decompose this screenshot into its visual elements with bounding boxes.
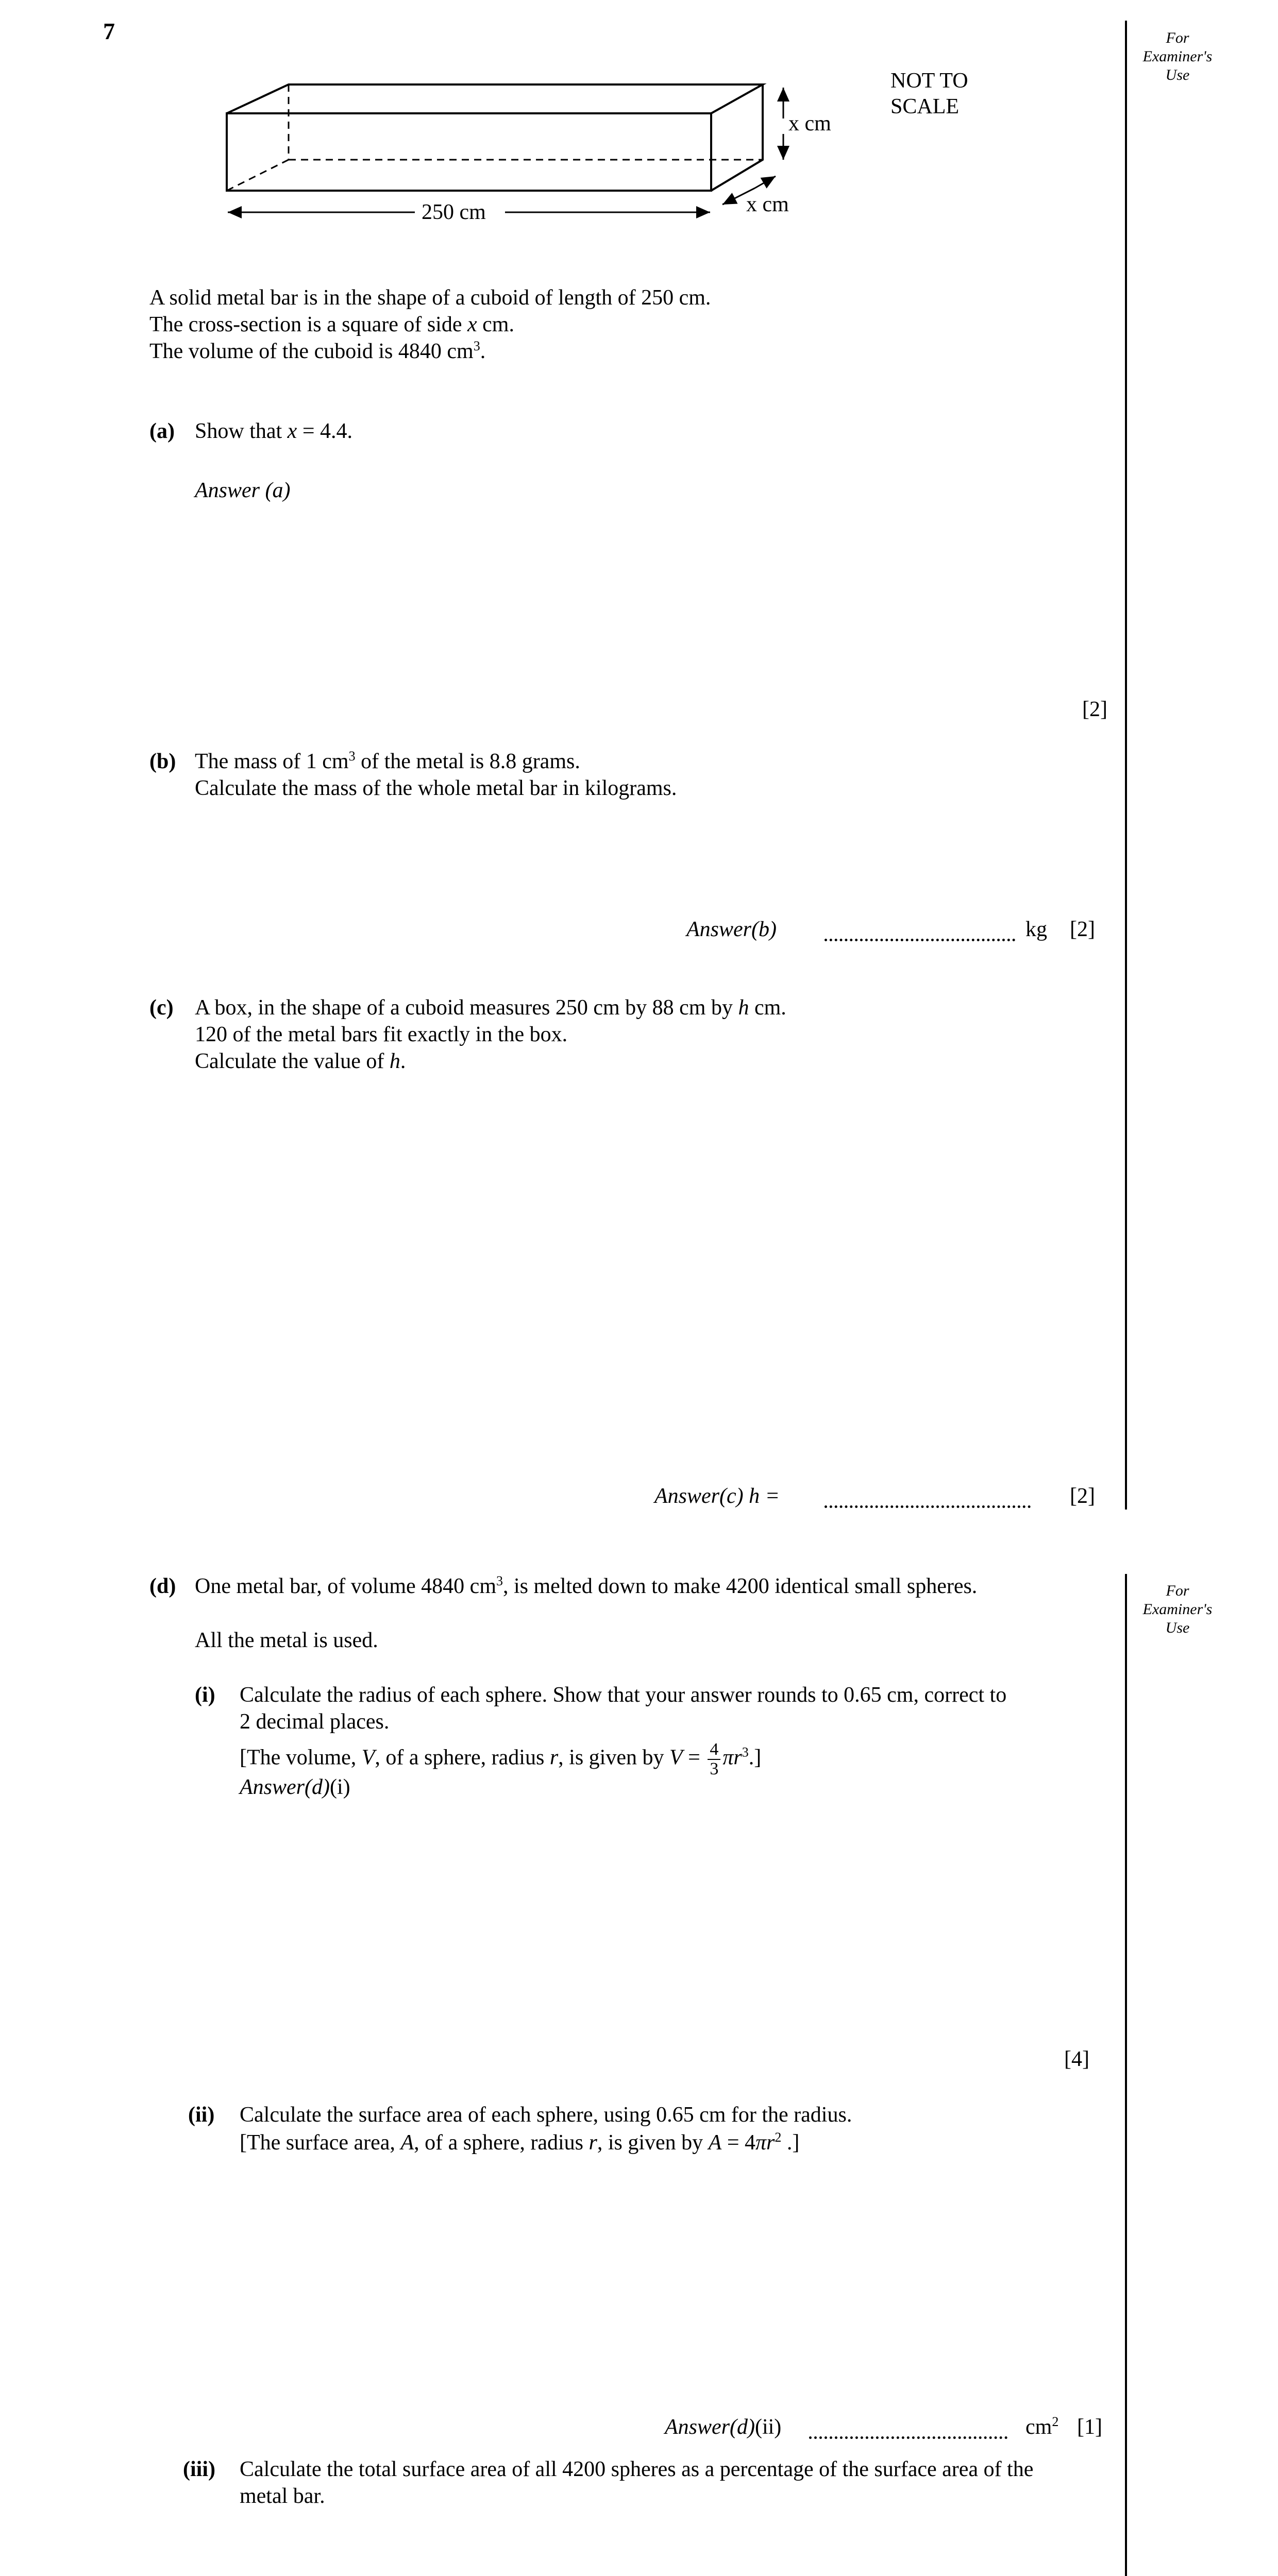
part-d-i-line-1: Calculate the radius of each sphere. Show that your answer rounds to 0.65 cm, correct to <box>240 1683 1007 1707</box>
part-b-answer-label: Answer(b) <box>686 918 777 941</box>
diagram-label-length: 250 cm <box>422 200 486 224</box>
part-d-label: (d) <box>149 1574 176 1598</box>
intro-line-3: The volume of the cuboid is 4840 $cm^3$. <box>149 338 486 363</box>
intro-line-1: A solid metal bar is in the shape of a cuboid of length of 250 cm. <box>149 286 711 310</box>
examiner-margin-line-top <box>1125 21 1127 1510</box>
part-c-line-2: 120 of the metal bars fit exactly in the box. <box>195 1023 568 1046</box>
part-d-ii-formula: [The surface area, A, of a sphere, radius r, is given by $A = 4\pi r^2$ .] <box>240 2130 800 2155</box>
part-c-answer-label: Answer(c) h = <box>654 1484 780 1508</box>
part-d-ii-line-1: Calculate the surface area of each sphere, using 0.65 cm for the radius. <box>240 2103 852 2127</box>
part-c-answer-field[interactable] <box>825 1505 1031 1508</box>
part-d-ii-marks: [1] <box>1077 2415 1102 2439</box>
depth-arrow-b <box>755 176 776 188</box>
examiner-margin-line-bottom <box>1125 1574 1127 2576</box>
part-d-line-2: All the metal is used. <box>195 1629 378 1652</box>
page-number: 7 <box>103 18 115 44</box>
diagram-label-depth: x cm <box>746 193 789 216</box>
part-b-label: (b) <box>149 750 176 773</box>
part-d-i-marks: [4] <box>1064 2047 1089 2071</box>
part-d-ii-unit: $cm^2$ <box>1025 2414 1059 2439</box>
not-to-scale-label: NOT TO SCALE <box>890 69 968 118</box>
part-b-marks: [2] <box>1070 918 1095 941</box>
part-d-iii-label: (iii) <box>183 2458 215 2481</box>
part-a-question: Show that x = 4.4. <box>195 419 353 443</box>
cuboid-right-edge <box>711 84 763 191</box>
hidden-edge-diagonal <box>227 160 289 191</box>
part-d-i-formula: [The volume, V, of a sphere, radius r, is given by V = $\frac{4}{3}$ $\pi r^3$.] <box>240 1740 762 1778</box>
part-b-line-1: The mass of 1 $cm^3$ of the metal is 8.8 grams. <box>195 749 580 773</box>
part-d-i-line-2: 2 decimal places. <box>240 1710 390 1734</box>
part-c-label: (c) <box>149 996 174 1020</box>
cuboid-diagram <box>216 72 835 237</box>
part-d-ii-label: (ii) <box>188 2103 215 2127</box>
fraction-four-thirds: $\frac{4}{3}$ <box>708 1740 720 1778</box>
part-d-i-label: (i) <box>195 1683 215 1707</box>
part-b-unit: kg <box>1025 918 1047 941</box>
part-c-line-1: A box, in the shape of a cuboid measures 250 cm by 88 cm by h cm. <box>195 996 786 1020</box>
part-a-marks: [2] <box>1082 698 1107 721</box>
part-d-ii-answer-label: Answer(d)(ii) <box>665 2415 782 2439</box>
cuboid-front-face <box>227 113 711 191</box>
part-d-iii-line-2: metal bar. <box>240 2484 325 2508</box>
part-d-iii-line-1: Calculate the total surface area of all 4200 spheres as a percentage of the surface area of the <box>240 2458 1034 2481</box>
examiner-label-top: For Examiner's Use <box>1142 29 1213 83</box>
part-d-ii-answer-field[interactable] <box>809 2436 1007 2439</box>
examiner-label-bottom: For Examiner's Use <box>1142 1582 1213 1636</box>
cuboid-top-edge <box>227 84 763 113</box>
part-b-line-2: Calculate the mass of the whole metal bar in kilograms. <box>195 776 677 800</box>
part-a-answer-label: Answer (a) <box>195 479 291 502</box>
part-a-label: (a) <box>149 419 175 443</box>
part-d-i-answer-label: Answer(d)(i) <box>240 1775 350 1799</box>
part-b-answer-field[interactable] <box>825 939 1015 941</box>
part-d-line-1: One metal bar, of volume 4840 $cm^3$, is melted down to make 4200 identical small spheres. <box>195 1573 978 1598</box>
diagram-label-height: x cm <box>788 112 831 135</box>
part-c-line-3: Calculate the value of h. <box>195 1049 406 1073</box>
intro-line-2: The cross-section is a square of side x cm. <box>149 313 514 336</box>
part-c-marks: [2] <box>1070 1484 1095 1508</box>
